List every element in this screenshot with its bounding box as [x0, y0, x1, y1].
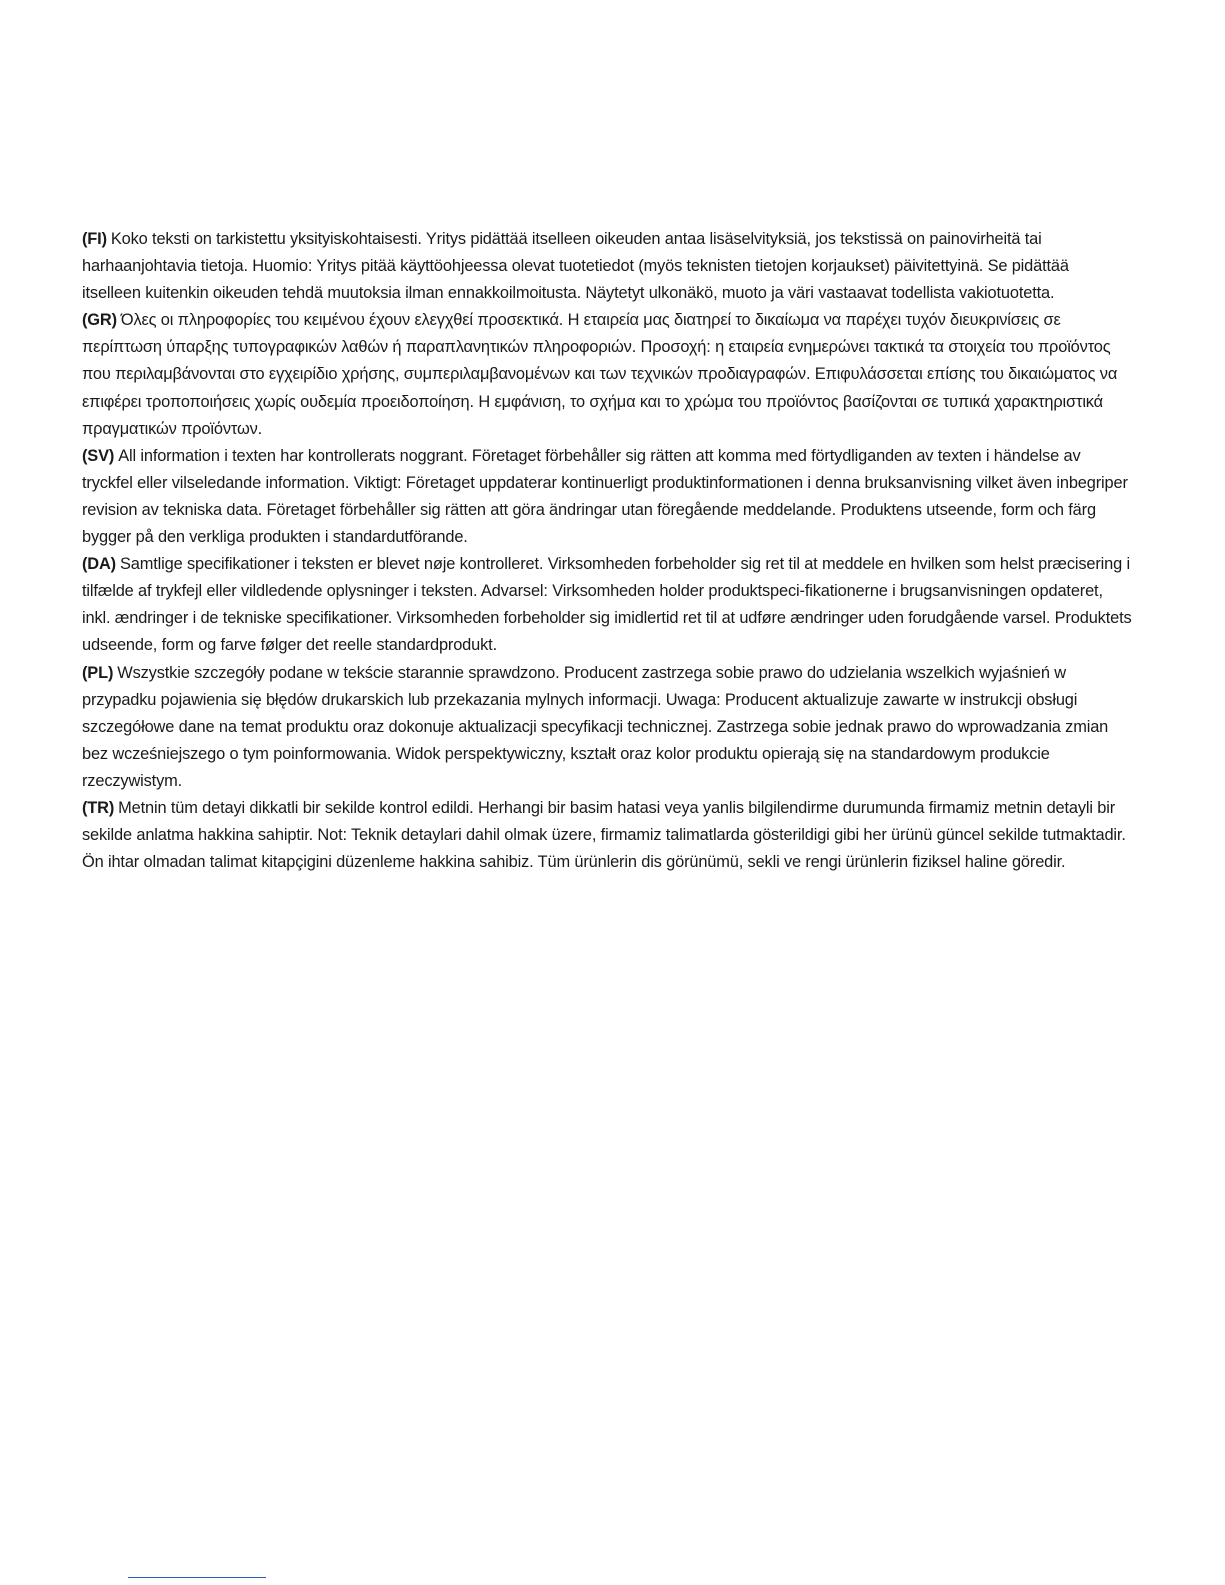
- disclaimer-text-tr: Metnin tüm detayi dikkatli bir sekilde kontrol edildi. Herhangi bir basim hatasi veya yanlis bilgilendirme durumunda firmamiz metnin detayli bir sekilde anlatma hakkina sahiptir. Not: Teknik detaylari dahil olmak üzere, firmamiz talimatlarda gösterildigi gibi her ürünü güncel sekilde tutmaktadir. Ön ihtar olmadan talimat kitapçigini düzenleme hakkina sahibiz. Tüm ürünlerin dis görünümü, sekli ve rengi ürünlerin fiziksel haline göredir.: [82, 798, 1126, 872]
- disclaimer-paragraph-pl: [82, 660, 1132, 795]
- language-code-da: (DA): [82, 555, 116, 574]
- multilingual-disclaimer: [82, 226, 1132, 876]
- footer-rule: [128, 1577, 266, 1578]
- disclaimer-text-da: Samtlige specifikationer i teksten er blevet nøje kontrolleret. Virksomheden forbeholder sig ret til at meddele en hvilken som helst præcisering i tilfælde af trykfejl eller vildledende oplysninger i teksten. Advarsel: Virksomheden holder produktspeci-fikationerne i brugsanvisningen opdateret, inkl. ændringer i de tekniske specifikationer. Virksomheden forbeholder sig imidlertid ret til at udføre ændringer uden forudgående varsel. Produktets udseende, form og farve følger det reelle standardprodukt.: [82, 555, 1132, 655]
- language-code-fi: (FI): [82, 230, 107, 248]
- disclaimer-text-fi: Koko teksti on tarkistettu yksityiskohtaisesti. Yritys pidättää itselleen oikeuden antaa lisäselvityksiä, jos tekstissä on painovirheitä tai harhaanjohtavia tietoja. Huomio: Yritys pitää käyttöohjeessa olevat tuotetiedot (myös teknisten tietojen korjaukset) päivitettyinä. Se pidättää itselleen kuitenkin oikeuden tehdä muutoksia ilman ennakkoilmoitusta. Näytetyt ulkonäkö, muoto ja väri vastaavat todellista vakiotuotetta.: [82, 230, 1069, 303]
- language-code-tr: (TR): [82, 798, 115, 817]
- language-code-pl: (PL): [82, 663, 114, 682]
- disclaimer-paragraph-sv: [82, 443, 1132, 551]
- disclaimer-paragraph-da: [82, 551, 1132, 659]
- disclaimer-paragraph-fi: [82, 226, 1132, 307]
- language-code-gr: (GR): [82, 311, 117, 330]
- disclaimer-text-pl: Wszystkie szczegóły podane w tekście starannie sprawdzono. Producent zastrzega sobie prawo do udzielania wszelkich wyjaśnień w przypadku pojawienia się błędów drukarskich lub przekazania mylnych informacji. Uwaga: Producent aktualizuje zawarte w instrukcji obsługi szczegółowe dane na temat produktu oraz dokonuje aktualizacji specyfikacji technicznej. Zastrzega sobie jednak prawo do wprowadzania zmian bez wcześniejszego o tym poinformowania. Widok perspektywiczny, kształt oraz kolor produktu opierają się na standardowym produkcie rzeczywistym.: [82, 663, 1109, 790]
- disclaimer-paragraph-gr: [82, 307, 1132, 442]
- disclaimer-text-gr: Όλες οι πληροφορίες του κειμένου έχουν ελεγχθεί προσεκτικά. Η εταιρεία μας διατηρεί το δικαίωμα να παρέχει τυχόν διευκρινίσεις σε περίπτωση ύπαρξης τυπογραφικών λαθών ή παραπλανητικών πληροφοριών. Προσοχή: η εταιρεία ενημερώνει τακτικά τα στοιχεία του προϊόντος που περιλαμβάνονται στο εγχειρίδιο χρήσης, συμπεριλαμβανομένων και των τεχνικών προδιαγραφών. Επιφυλάσσεται επίσης του δικαιώματος να επιφέρει τροποποιήσεις χωρίς ουδεμία προειδοποίηση. Η εμφάνιση, το σχήμα και το χρώμα του προϊόντος βασίζονται σε τυπικά χαρακτηριστικά πραγματικών προϊόντων.: [82, 311, 1118, 438]
- disclaimer-paragraph-tr: [82, 795, 1132, 876]
- language-code-sv: (SV): [82, 446, 115, 465]
- disclaimer-text-sv: All information i texten har kontrollerats noggrant. Företaget förbehåller sig rätten att komma med förtydliganden av texten i händelse av tryckfel eller vilseledande information. Viktigt: Företaget uppdaterar kontinuerligt produktinformationen i denna bruksanvisning vilket även inbegriper revision av tekniska data. Företaget förbehåller sig rätten att göra ändringar utan föregående meddelande. Produktens utseende, form och färg bygger på den verkliga produkten i standardutförande.: [82, 446, 1128, 547]
